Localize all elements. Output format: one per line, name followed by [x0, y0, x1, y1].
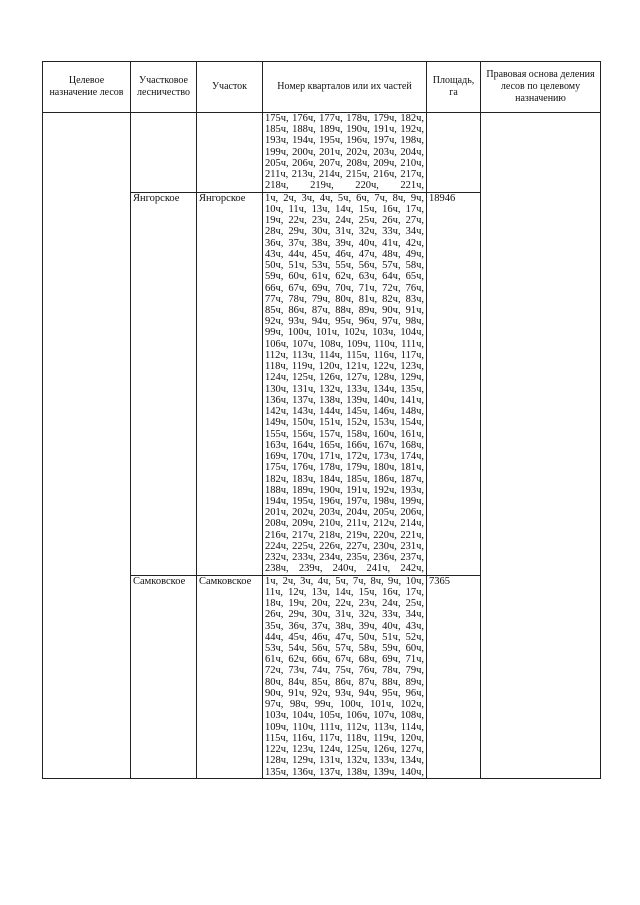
header-quarters: Номер кварталов или их частей	[263, 62, 427, 113]
header-row	[43, 62, 601, 113]
header-legal-basis: Правовая основа деления лесов по целевому назначению	[481, 62, 601, 113]
quarters-cell: 1ч, 2ч, 3ч, 4ч, 5ч, 7ч, 8ч, 9ч, 10ч, 11ч, 12ч, 13ч, 14ч, 15ч, 16ч, 17ч, 18ч, 19ч, 20ч, 22ч, 23ч, 24ч, 25ч, 26ч, 29ч, 30ч, 31ч, 32ч, 33ч, 34ч, 35ч, 36ч, 37ч, 38ч, 39ч, 40ч, 43ч, 44ч, 45ч, 46ч, 47ч, 50ч, 51ч, 52ч, 53ч, 54ч, 56ч, 57ч, 58ч, 59ч, 60ч, 61ч, 62ч, 66ч, 67ч, 68ч, 69ч, 71ч, 72ч, 73ч, 74ч, 75ч, 76ч, 78ч, 79ч, 80ч, 84ч, 85ч, 86ч, 87ч, 88ч, 89ч, 90ч, 91ч, 92ч, 93ч, 94ч, 95ч, 96ч, 97ч, 98ч, 99ч, 100ч, 101ч, 102ч, 103ч, 104ч, 105ч, 106ч, 107ч, 108ч, 109ч, 110ч, 111ч, 112ч, 113ч, 114ч, 115ч, 116ч, 117ч, 118ч, 119ч, 120ч, 122ч, 123ч, 124ч, 125ч, 126ч, 127ч, 128ч, 129ч, 131ч, 132ч, 133ч, 134ч, 135ч, 136ч, 137ч, 138ч, 139ч, 140ч,	[263, 575, 427, 778]
district-cell	[131, 113, 197, 193]
district-cell: Самковское	[131, 575, 197, 778]
area-cell	[427, 113, 481, 193]
section-cell: Самковское	[197, 575, 263, 778]
area-cell: 18946	[427, 192, 481, 575]
quarters-cell: 175ч, 176ч, 177ч, 178ч, 179ч, 182ч, 185ч, 188ч, 189ч, 190ч, 191ч, 192ч, 193ч, 194ч, 195ч, 196ч, 197ч, 198ч, 199ч, 200ч, 201ч, 202ч, 203ч, 204ч, 205ч, 206ч, 207ч, 208ч, 209ч, 210ч, 211ч, 213ч, 214ч, 215ч, 216ч, 217ч, 218ч, 219ч, 220ч, 221ч,	[263, 113, 427, 193]
legal-basis-cell	[481, 113, 601, 779]
purpose-cell	[43, 113, 131, 779]
header-purpose: Целевое назначение лесов	[43, 62, 131, 113]
header-district: Участковое лесничество	[131, 62, 197, 113]
table-row	[43, 113, 601, 193]
forest-purpose-table	[42, 61, 601, 779]
header-area: Площадь, га	[427, 62, 481, 113]
section-cell	[197, 113, 263, 193]
section-cell: Янгорское	[197, 192, 263, 575]
area-cell: 7365	[427, 575, 481, 778]
district-cell: Янгорское	[131, 192, 197, 575]
quarters-cell: 1ч, 2ч, 3ч, 4ч, 5ч, 6ч, 7ч, 8ч, 9ч, 10ч, 11ч, 13ч, 14ч, 15ч, 16ч, 17ч, 19ч, 22ч, 23ч, 24ч, 25ч, 26ч, 27ч, 28ч, 29ч, 30ч, 31ч, 32ч, 33ч, 34ч, 36ч, 37ч, 38ч, 39ч, 40ч, 41ч, 42ч, 43ч, 44ч, 45ч, 46ч, 47ч, 48ч, 49ч, 50ч, 51ч, 53ч, 55ч, 56ч, 57ч, 58ч, 59ч, 60ч, 61ч, 62ч, 63ч, 64ч, 65ч, 66ч, 67ч, 69ч, 70ч, 71ч, 72ч, 76ч, 77ч, 78ч, 79ч, 80ч, 81ч, 82ч, 83ч, 85ч, 86ч, 87ч, 88ч, 89ч, 90ч, 91ч, 92ч, 93ч, 94ч, 95ч, 96ч, 97ч, 98ч, 99ч, 100ч, 101ч, 102ч, 103ч, 104ч, 106ч, 107ч, 108ч, 109ч, 110ч, 111ч, 112ч, 113ч, 114ч, 115ч, 116ч, 117ч, 118ч, 119ч, 120ч, 121ч, 122ч, 123ч, 124ч, 125ч, 126ч, 127ч, 128ч, 129ч, 130ч, 131ч, 132ч, 133ч, 134ч, 135ч, 136ч, 137ч, 138ч, 139ч, 140ч, 141ч, 142ч, 143ч, 144ч, 145ч, 146ч, 148ч, 149ч, 150ч, 151ч, 152ч, 153ч, 154ч, 155ч, 156ч, 157ч, 158ч, 160ч, 161ч, 163ч, 164ч, 165ч, 166ч, 167ч, 168ч, 169ч, 170ч, 171ч, 172ч, 173ч, 174ч, 175ч, 176ч, 178ч, 179ч, 180ч, 181ч, 182ч, 183ч, 184ч, 185ч, 186ч, 187ч, 188ч, 189ч, 190ч, 191ч, 192ч, 193ч, 194ч, 195ч, 196ч, 197ч, 198ч, 199ч, 201ч, 202ч, 203ч, 204ч, 205ч, 206ч, 208ч, 209ч, 210ч, 211ч, 212ч, 214ч, 216ч, 217ч, 218ч, 219ч, 220ч, 221ч, 224ч, 225ч, 226ч, 227ч, 230ч, 231ч, 232ч, 233ч, 234ч, 235ч, 236ч, 237ч, 238ч, 239ч, 240ч, 241ч, 242ч,	[263, 192, 427, 575]
header-section: Участок	[197, 62, 263, 113]
